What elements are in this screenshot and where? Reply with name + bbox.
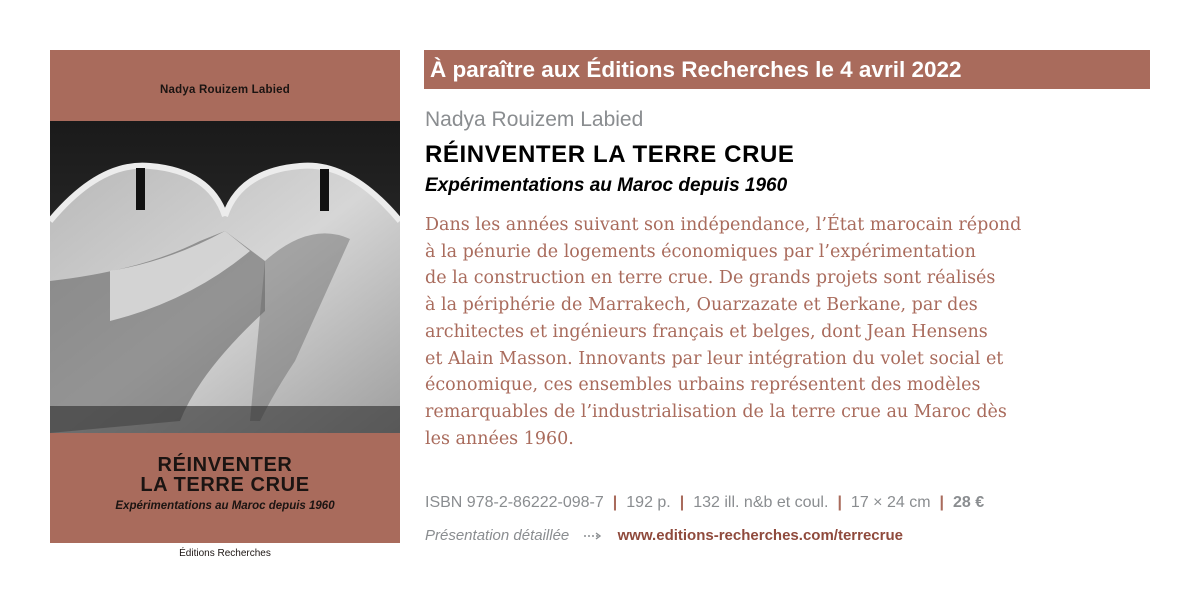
description-line: les années 1960. — [425, 428, 574, 449]
cover-author: Nadya Rouizem Labied — [160, 84, 290, 96]
description-line: remarquables de l’industrialisation de la terre crue au Maroc dès — [425, 401, 1007, 422]
cover-subtitle: Expérimentations au Maroc depuis 1960 — [115, 500, 335, 512]
page-count: 192 p. — [626, 494, 671, 511]
price: 28 € — [953, 494, 985, 511]
book-specs — [425, 494, 984, 512]
presentation-row — [425, 527, 903, 544]
description-line: architectes et ingénieurs français et belges, dont Jean Hensens — [425, 321, 988, 342]
cover-title — [50, 455, 400, 495]
cover-title-line1: RÉINVENTER — [157, 454, 293, 476]
book-description — [425, 212, 1185, 452]
description-line: de la construction en terre crue. De grands projets sont réalisés — [425, 268, 996, 289]
description-line: et Alain Masson. Innovants par leur intégration du volet social et — [425, 348, 1004, 369]
cover-title-line2: LA TERRE CRUE — [140, 474, 310, 496]
book-cover — [50, 50, 400, 559]
description-line: Dans les années suivant son indépendance, l’État marocain répond — [425, 215, 1022, 235]
dimensions: 17 × 24 cm — [850, 494, 931, 511]
book-subtitle: Expérimentations au Maroc depuis 1960 — [425, 175, 788, 196]
spec-separator: | — [612, 494, 618, 511]
cover-publisher: Éditions Recherches — [179, 548, 271, 559]
spec-separator: | — [837, 494, 842, 511]
illustration-count: 132 ill. n&b et coul. — [693, 494, 829, 511]
presentation-link[interactable]: www.editions-recherches.com/terrecrue — [617, 527, 903, 544]
release-banner: À paraître aux Éditions Recherches le 4 avril 2022 — [424, 50, 1150, 89]
isbn: ISBN 978-2-86222-098-7 — [425, 494, 604, 511]
description-line: économique, ces ensembles urbains représentent des modèles — [425, 375, 981, 396]
cover-photograph — [50, 121, 400, 433]
spec-separator: | — [679, 494, 685, 511]
book-title: RÉINVENTER LA TERRE CRUE — [425, 141, 795, 168]
description-line: à la périphérie de Marrakech, Ouarzazate et Berkane, par des — [425, 295, 978, 316]
presentation-label: Présentation détaillée — [425, 527, 570, 544]
dotted-arrow-icon — [583, 531, 603, 541]
description-line: à la pénurie de logements économiques par l’expérimentation — [425, 241, 976, 262]
spec-separator: | — [939, 494, 945, 511]
book-author: Nadya Rouizem Labied — [425, 108, 644, 131]
